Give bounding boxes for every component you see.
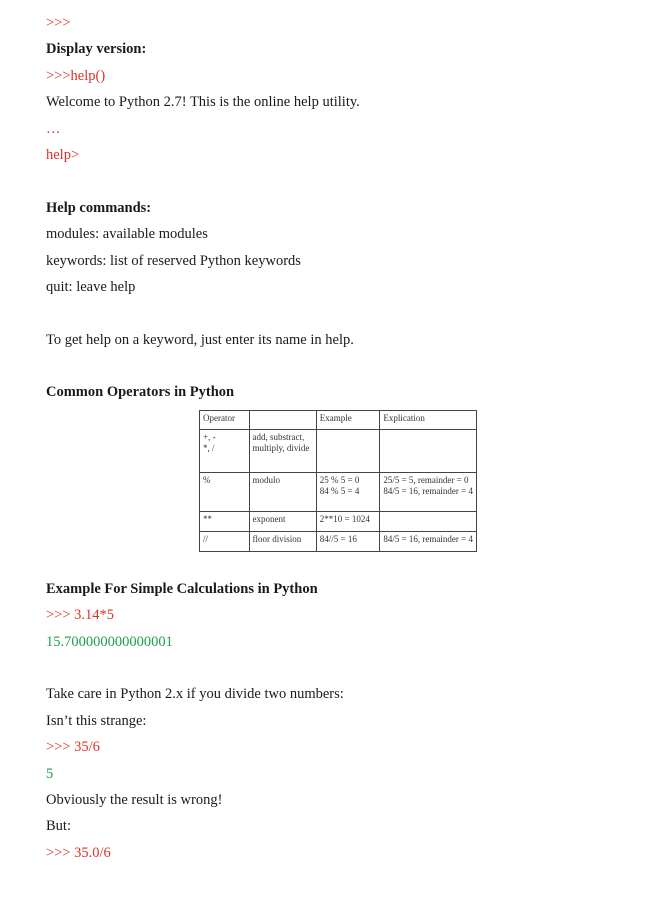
care-text: Take care in Python 2.x if you divide two numbers: xyxy=(46,686,344,703)
cell-text: exponent xyxy=(252,513,286,524)
table-row xyxy=(200,531,477,551)
operators-heading: Common Operators in Python xyxy=(46,384,235,401)
float-division-input-code: >>> 35.0/6 xyxy=(46,844,111,861)
help-prompt: help> xyxy=(46,146,80,163)
description-cell xyxy=(249,429,316,472)
explication-cell xyxy=(380,511,477,531)
spacer xyxy=(46,300,626,326)
explication-cell xyxy=(380,531,477,551)
table-row xyxy=(200,472,477,511)
cell-text: floor division xyxy=(252,533,302,544)
welcome-text: Welcome to Python 2.7! This is the online help utility. xyxy=(46,94,360,111)
table-header-cell: Example xyxy=(316,410,380,429)
operators-table xyxy=(199,410,477,552)
example-cell xyxy=(316,511,380,531)
wrong-result-text: Obviously the result is wrong! xyxy=(46,791,223,808)
keywords-command-text: keywords: list of reserved Python keywords xyxy=(46,252,301,269)
example-cell xyxy=(316,531,380,551)
quit-command-text: quit: leave help xyxy=(46,278,136,295)
table-header-cell: Explication xyxy=(380,410,477,429)
keyword-help-text: To get help on a keyword, just enter its name in help. xyxy=(46,331,354,348)
example-cell xyxy=(316,429,380,472)
help-call-code: >>>help() xyxy=(46,67,106,84)
document-page xyxy=(46,10,626,866)
operator-cell xyxy=(200,429,250,472)
cell-text: ** xyxy=(203,513,212,524)
cell-text: +, - xyxy=(203,431,216,442)
ellipsis-text: … xyxy=(46,120,61,137)
calc-input-code: >>> 3.14*5 xyxy=(46,607,115,624)
cell-text: // xyxy=(203,533,209,544)
description-cell xyxy=(249,472,316,511)
explication-cell xyxy=(380,472,477,511)
cell-text: multiply, divide xyxy=(252,442,310,453)
table-header-cell: Operator xyxy=(200,410,250,429)
cell-text: 84/5 = 16, remainder = 4 xyxy=(383,485,473,496)
example-cell xyxy=(316,472,380,511)
table-header-row xyxy=(200,410,477,429)
table-row xyxy=(200,511,477,531)
operators-table-wrapper xyxy=(46,406,626,576)
table-row xyxy=(200,429,477,472)
cell-text: 84//5 = 16 xyxy=(319,533,357,544)
calculations-heading: Example For Simple Calculations in Python xyxy=(46,580,318,597)
cell-text: 2**10 = 1024 xyxy=(319,513,370,524)
strange-text: Isn’t this strange: xyxy=(46,712,147,729)
cell-text: 25 % 5 = 0 xyxy=(319,474,360,485)
but-text: But: xyxy=(46,818,71,835)
operator-cell xyxy=(200,472,250,511)
cell-text: modulo xyxy=(252,474,281,485)
python-prompt: >>> xyxy=(46,15,71,31)
cell-text: 84 % 5 = 4 xyxy=(319,485,360,496)
cell-text: *, / xyxy=(203,442,215,453)
display-version-heading: Display version: xyxy=(46,41,147,58)
description-cell xyxy=(249,531,316,551)
cell-text: % xyxy=(203,474,211,485)
cell-text: 84/5 = 16, remainder = 4 xyxy=(383,533,473,544)
division-output: 5 xyxy=(46,765,54,782)
spacer xyxy=(46,168,626,194)
cell-text: add, substract, xyxy=(252,431,305,442)
division-input-code: >>> 35/6 xyxy=(46,739,100,756)
table-header-cell xyxy=(249,410,316,429)
spacer xyxy=(46,353,626,379)
help-commands-heading: Help commands: xyxy=(46,199,152,216)
description-cell xyxy=(249,511,316,531)
spacer xyxy=(46,655,626,681)
calc-output: 15.700000000000001 xyxy=(46,633,173,650)
modules-command-text: modules: available modules xyxy=(46,226,208,243)
operator-cell xyxy=(200,511,250,531)
explication-cell xyxy=(380,429,477,472)
operator-cell xyxy=(200,531,250,551)
cell-text: 25/5 = 5, remainder = 0 xyxy=(383,474,469,485)
